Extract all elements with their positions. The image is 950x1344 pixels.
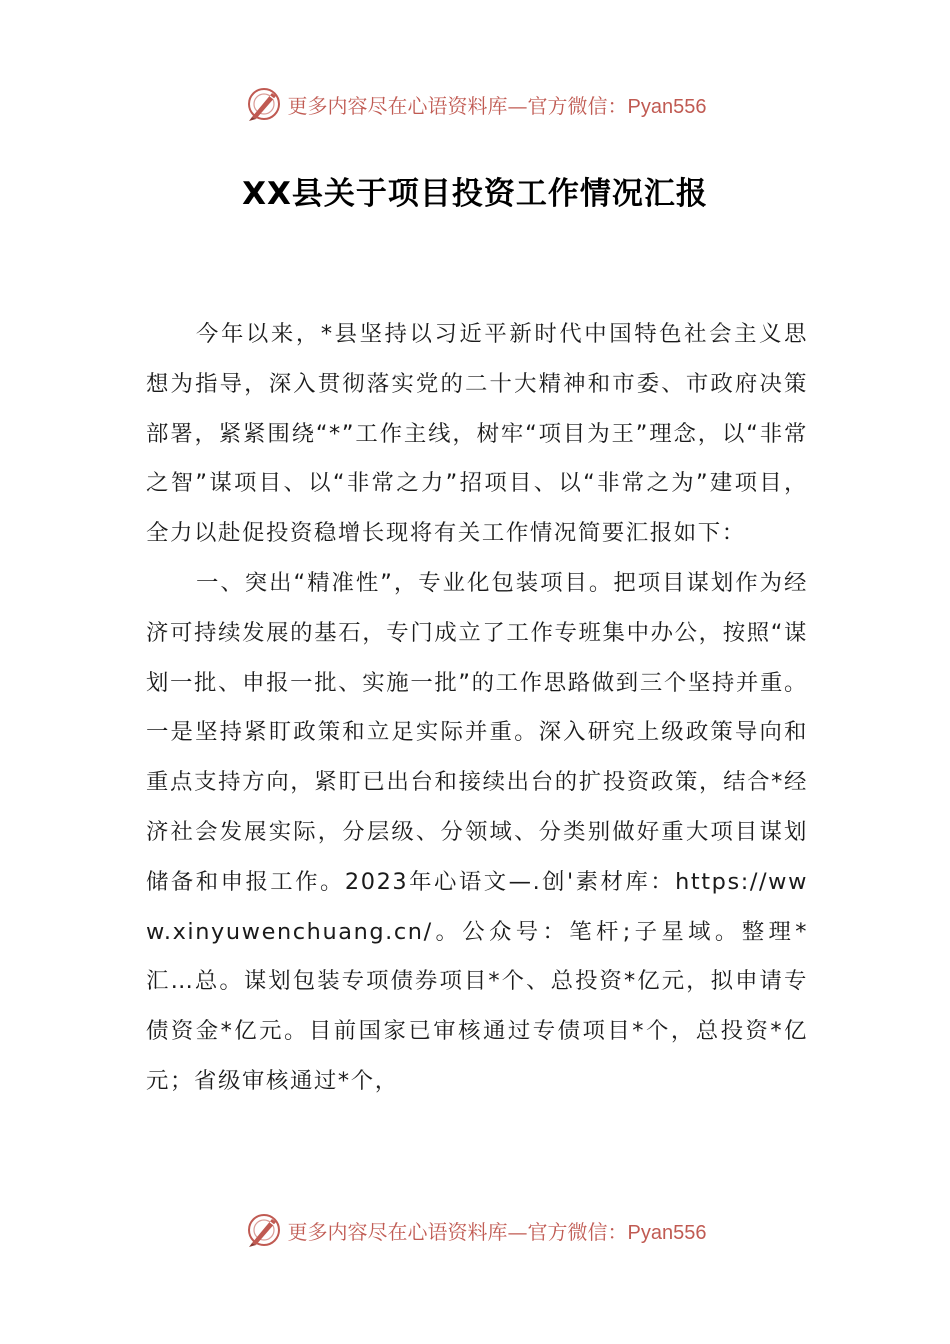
document-body [146, 310, 808, 1107]
pen-logo-icon [244, 1210, 284, 1250]
footer-banner-handle: Pyan556 [627, 1221, 707, 1244]
header-banner-handle: Pyan556 [627, 95, 707, 118]
footer-banner-dash: — [507, 1219, 528, 1244]
footer-banner-suffix: 官方微信： [527, 1219, 628, 1244]
paragraph-section-one: 一、突出“精准性”，专业化包装项目。把项目谋划作为经济可持续发展的基石，专门成立了工作专班集中办公，按照“谋划一批、申报一批、实施一批”的工作思路做到三个坚持并重。一是坚持紧盯政策和立足实际并重。深入研究上级政策导向和重点支持方向，紧盯已出台和接续出台的扩投资政策，结合*经济社会发展实际，分层级、分领域、分类别做好重大项目谋划储备和申报工作。2023年心语文—.创'素材库：https://www.xinyuwenchuang.cn/。公众号：笔杆;子星域。整理*汇…总。谋划包装专项债券项目*个、总投资*亿元，拟申请专债资金*亿元。目前国家已审核通过专债项目*个，总投资*亿元；省级审核通过*个， [146, 569, 808, 1094]
paragraph-intro: 今年以来，*县坚持以习近平新时代中国特色社会主义思想为指导，深入贯彻落实党的二十大精神和市委、市政府决策部署，紧紧围绕“*”工作主线，树牢“项目为王”理念，以“非常之智”谋项目、以“非常之力”招项目、以“非常之为”建项目，全力以赴促投资稳增长现将有关工作情况简要汇报如下： [146, 321, 808, 547]
footer-banner-text [288, 1216, 707, 1245]
header-banner-dash: — [507, 93, 528, 118]
document-title: XX县关于项目投资工作情况汇报 [242, 176, 708, 212]
footer-banner-main: 更多内容尽在心语资料库 [287, 1219, 508, 1244]
header-banner-suffix: 官方微信： [527, 93, 628, 118]
header-banner [0, 82, 950, 126]
pen-logo-icon [244, 84, 284, 124]
header-banner-main: 更多内容尽在心语资料库 [287, 93, 508, 118]
footer-banner [0, 1208, 950, 1252]
header-banner-text [288, 90, 707, 119]
